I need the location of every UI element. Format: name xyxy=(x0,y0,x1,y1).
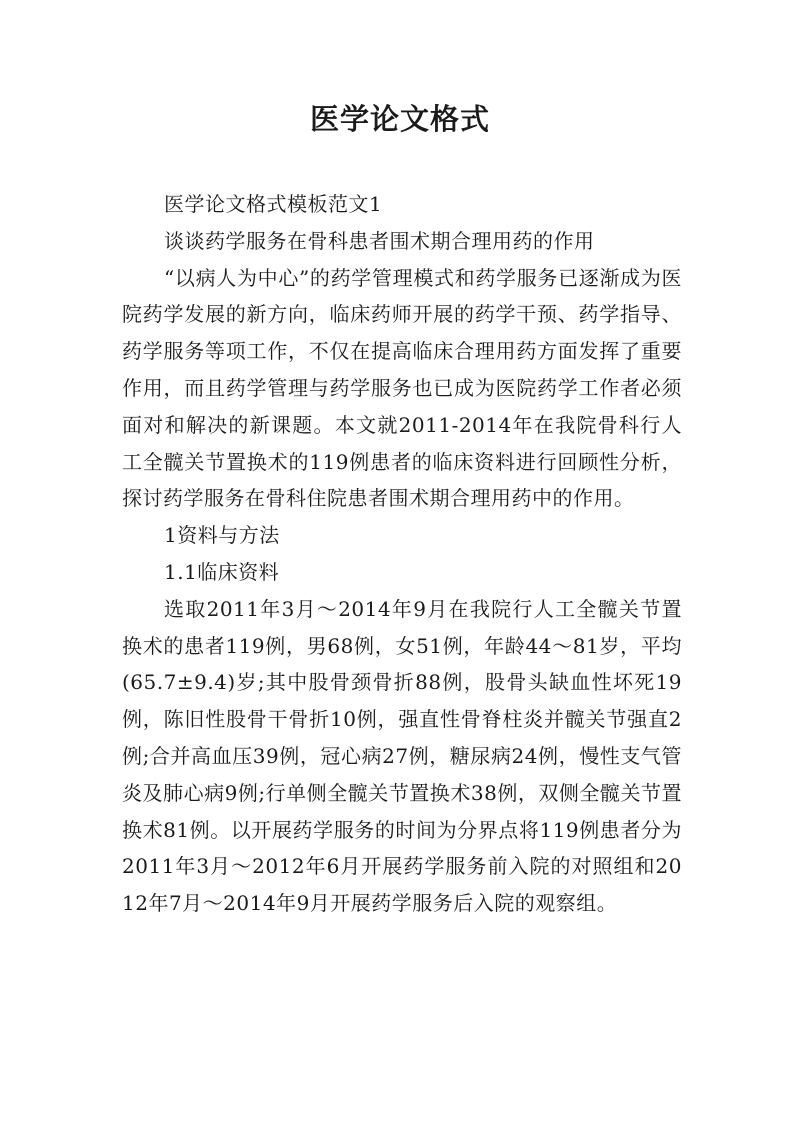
section-heading-materials-methods: 1资料与方法 xyxy=(164,523,280,548)
subsection-heading-clinical-data: 1.1临床资料 xyxy=(164,559,280,584)
paragraph-article-title: 谈谈药学服务在骨科患者围术期合理用药的作用 xyxy=(164,228,595,253)
document-title: 医学论文格式 xyxy=(309,102,490,136)
paragraph-introduction: “以病人为中心”的药学管理模式和药学服务已逐渐成为医院药学发展的新方向，临床药师开展的药学干预、药学指导、药学服务等项工作，不仅在提高临床合理用药方面发挥了重要作用，而且药学管理与药学服务也已成为医院药学工作者必须面对和解决的新课题。本文就2011-2014年在我院骨科行人工全髋关节置换术的119例患者的临床资料进行回顾性分析，探讨药学服务在骨科住院患者围术期合理用药中的作用。 xyxy=(122,265,682,511)
document-body xyxy=(122,186,682,922)
paragraph-template-heading: 医学论文格式模板范文1 xyxy=(164,192,383,216)
paragraph-clinical-data: 选取2011年3月～2014年9月在我院行人工全髋关节置换术的患者119例，男68例，女51例，年龄44～81岁，平均(65.7±9.4)岁;其中股骨颈骨折88例，股骨头缺血性坏死19例，陈旧性股骨干骨折10例，强直性骨脊柱炎并髋关节强直2例;合并高血压39例，冠心病27例，糖尿病24例，慢性支气管炎及肺心病9例;行单侧全髋关节置换术38例，双侧全髋关节置换术81例。以开展药学服务的时间为分界点将119例患者分为2011年3月～2012年6月开展药学服务前入院的对照组和2012年7月～2014年9月开展药学服务后入院的观察组。 xyxy=(122,596,682,916)
